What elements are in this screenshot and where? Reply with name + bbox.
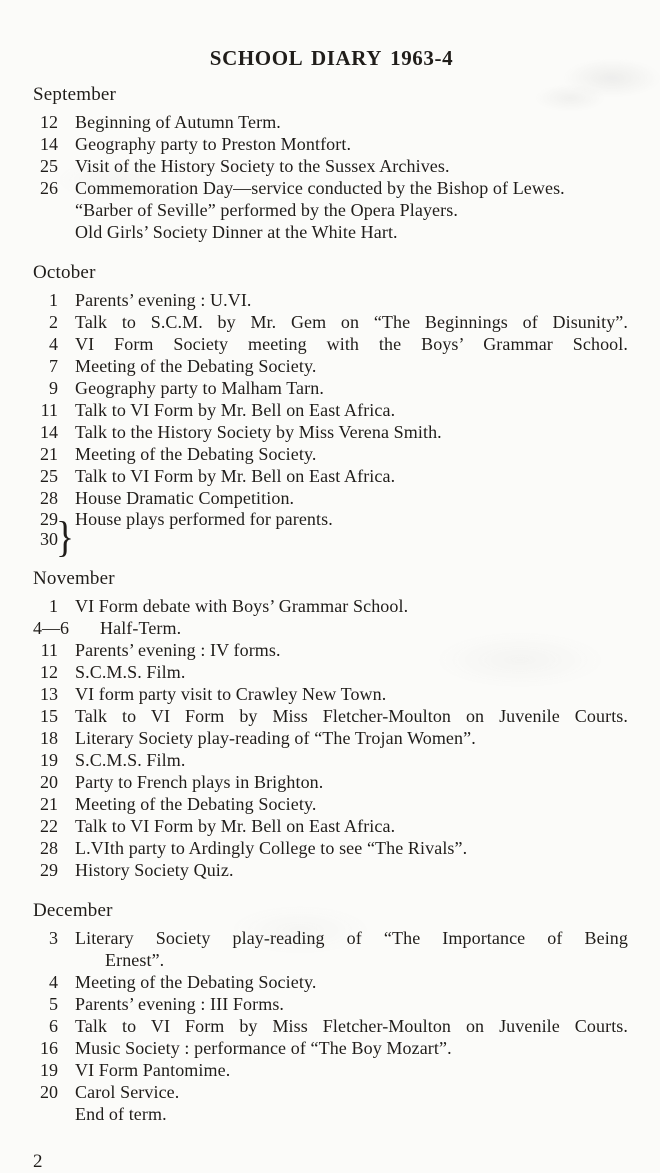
diary-entry (33, 639, 630, 661)
diary-entry (33, 1081, 630, 1103)
month-heading: September (33, 84, 117, 105)
entry-text: “Barber of Seville” performed by the Opera Players. (75, 200, 458, 220)
diary-entry (33, 311, 630, 333)
entry-day: 29 (40, 509, 58, 529)
diary-entry (33, 927, 630, 949)
section-gap (33, 881, 630, 900)
diary-entry-continuation (33, 1103, 630, 1125)
diary-entry (33, 177, 630, 199)
entry-text: Geography party to Malham Tarn. (75, 378, 324, 398)
diary-entry (33, 333, 630, 355)
entry-text: Parents’ evening : IV forms. (75, 640, 281, 660)
entry-day: 9 (49, 378, 58, 398)
entry-text: Parents’ evening : III Forms. (75, 994, 285, 1014)
entry-text: Carol Service. (75, 1082, 180, 1102)
entry-text: L.VIth party to Ardingly College to see “The Rivals”. (75, 838, 468, 858)
entry-day: 26 (40, 178, 58, 198)
entry-day: 14 (40, 134, 58, 154)
entry-day: 29 (40, 860, 58, 880)
entry-text: Talk to VI Form by Mr. Bell on East Africa. (75, 400, 396, 420)
entry-text: S.C.M.S. Film. (75, 662, 186, 682)
entry-text: Music Society : performance of “The Boy Mozart”. (75, 1038, 452, 1058)
entry-day: 4 (49, 334, 58, 354)
entry-text: Meeting of the Debating Society. (75, 356, 317, 376)
entry-day: 1 (49, 596, 58, 616)
entry-day: 1 (49, 290, 58, 310)
diary-entry (33, 1059, 630, 1081)
entry-day: 11 (40, 640, 58, 660)
entry-text: End of term. (75, 1104, 167, 1124)
diary-entry (33, 661, 630, 683)
month-heading: October (33, 262, 96, 283)
entry-day: 21 (40, 794, 58, 814)
diary-entry (33, 617, 630, 639)
entry-day: 2 (49, 312, 58, 332)
entry-text: Visit of the History Society to the Sussex Archives. (75, 156, 450, 176)
entry-text: Meeting of the Debating Society. (75, 972, 317, 992)
entry-text: Old Girls’ Society Dinner at the White Hart. (75, 222, 398, 242)
month-heading: December (33, 900, 113, 921)
entry-day: 16 (40, 1038, 58, 1058)
entry-text: Commemoration Day—service conducted by the Bishop of Lewes. (75, 178, 565, 198)
month-section (33, 84, 630, 243)
month-section (33, 262, 630, 562)
entry-text: Meeting of the Debating Society. (75, 444, 317, 464)
entry-day: 20 (40, 772, 58, 792)
diary-entry (33, 111, 630, 133)
diary-entry (33, 399, 630, 421)
diary-entry (33, 465, 630, 487)
entry-day: 25 (40, 466, 58, 486)
entry-day: 28 (40, 838, 58, 858)
diary-entry (33, 155, 630, 177)
entry-day: 12 (40, 662, 58, 682)
diary-entry (33, 487, 630, 509)
page-number: 2 (33, 1151, 43, 1172)
entry-day: 19 (40, 1060, 58, 1080)
entry-text: Talk to VI Form by Mr. Bell on East Africa. (75, 816, 396, 836)
entry-text: Talk to VI Form by Miss Fletcher-Moulton on Juvenile Courts. (75, 706, 628, 726)
diary-entry (33, 529, 630, 549)
entry-text: Half-Term. (100, 618, 182, 638)
entry-text: VI form party visit to Crawley New Town. (75, 684, 387, 704)
entry-text: VI Form Pantomime. (75, 1060, 231, 1080)
entry-text: Talk to S.C.M. by Mr. Gem on “The Beginnings of Disunity”. (75, 312, 628, 332)
entry-day: 15 (40, 706, 58, 726)
entry-day: 30 (40, 529, 58, 549)
entry-day: 4 (49, 972, 58, 992)
diary-entry (33, 971, 630, 993)
page-title: SCHOOL DIARY 1963-4 (209, 46, 454, 70)
entry-text: Talk to the History Society by Miss Verena Smith. (75, 422, 442, 442)
entry-day: 4—6 (33, 618, 69, 638)
diary-entry (33, 289, 630, 311)
diary-entry (33, 595, 630, 617)
entry-day: 3 (49, 928, 58, 948)
entry-text: Geography party to Preston Montfort. (75, 134, 352, 154)
entry-text: Meeting of the Debating Society. (75, 794, 317, 814)
entry-day: 7 (49, 356, 58, 376)
entry-day: 18 (40, 728, 58, 748)
entry-text: Parents’ evening : U.VI. (75, 290, 252, 310)
diary-entry (33, 749, 630, 771)
diary-entry-continuation (33, 221, 630, 243)
diary-entry (33, 355, 630, 377)
entry-text: House Dramatic Competition. (75, 488, 295, 508)
entry-text: Literary Society play-reading of “The Trojan Women”. (75, 728, 476, 748)
entry-text: House plays performed for parents. (75, 509, 333, 529)
diary-entry (33, 815, 630, 837)
entry-day: 20 (40, 1082, 58, 1102)
entry-day: 5 (49, 994, 58, 1014)
diary-entry (33, 1037, 630, 1059)
diary-entry (33, 793, 630, 815)
entry-text: Beginning of Autumn Term. (75, 112, 281, 132)
month-section (33, 568, 630, 881)
diary-entry (33, 377, 630, 399)
entry-text: Talk to VI Form by Miss Fletcher-Moulton on Juvenile Courts. (75, 1016, 628, 1036)
entry-day: 21 (40, 444, 58, 464)
diary-entry (33, 443, 630, 465)
diary-entry (33, 705, 630, 727)
entry-day: 11 (40, 400, 58, 420)
month-section (33, 900, 630, 1125)
entry-text: Literary Society play-reading of “The Importance of Being (75, 928, 628, 948)
brace-glyph: } (56, 513, 75, 562)
section-gap (33, 243, 630, 262)
entry-day: 14 (40, 422, 58, 442)
diary-entry-continuation (33, 199, 630, 221)
diary-entry (33, 771, 630, 793)
diary-entry (33, 727, 630, 749)
diary-entry-continuation (33, 949, 630, 971)
diary-sections (33, 84, 630, 1125)
entry-text: Party to French plays in Brighton. (75, 772, 324, 792)
diary-entry (33, 133, 630, 155)
diary-entry (33, 421, 630, 443)
entry-text: Ernest”. (105, 950, 165, 970)
diary-entry (33, 683, 630, 705)
entry-day: 28 (40, 488, 58, 508)
entry-day: 13 (40, 684, 58, 704)
entry-day: 22 (40, 816, 58, 836)
diary-entry (33, 859, 630, 881)
entry-day: 12 (40, 112, 58, 132)
diary-entry (33, 837, 630, 859)
month-heading: November (33, 568, 115, 589)
entry-text: History Society Quiz. (75, 860, 234, 880)
entry-text: VI Form Society meeting with the Boys’ Grammar School. (75, 334, 628, 354)
entry-day: 6 (49, 1016, 58, 1036)
entry-text: VI Form debate with Boys’ Grammar School. (75, 596, 409, 616)
section-gap (33, 549, 630, 568)
entry-day: 25 (40, 156, 58, 176)
entry-text: S.C.M.S. Film. (75, 750, 186, 770)
entry-day: 19 (40, 750, 58, 770)
diary-entry (33, 1015, 630, 1037)
diary-entry (33, 993, 630, 1015)
entry-text: Talk to VI Form by Mr. Bell on East Africa. (75, 466, 396, 486)
